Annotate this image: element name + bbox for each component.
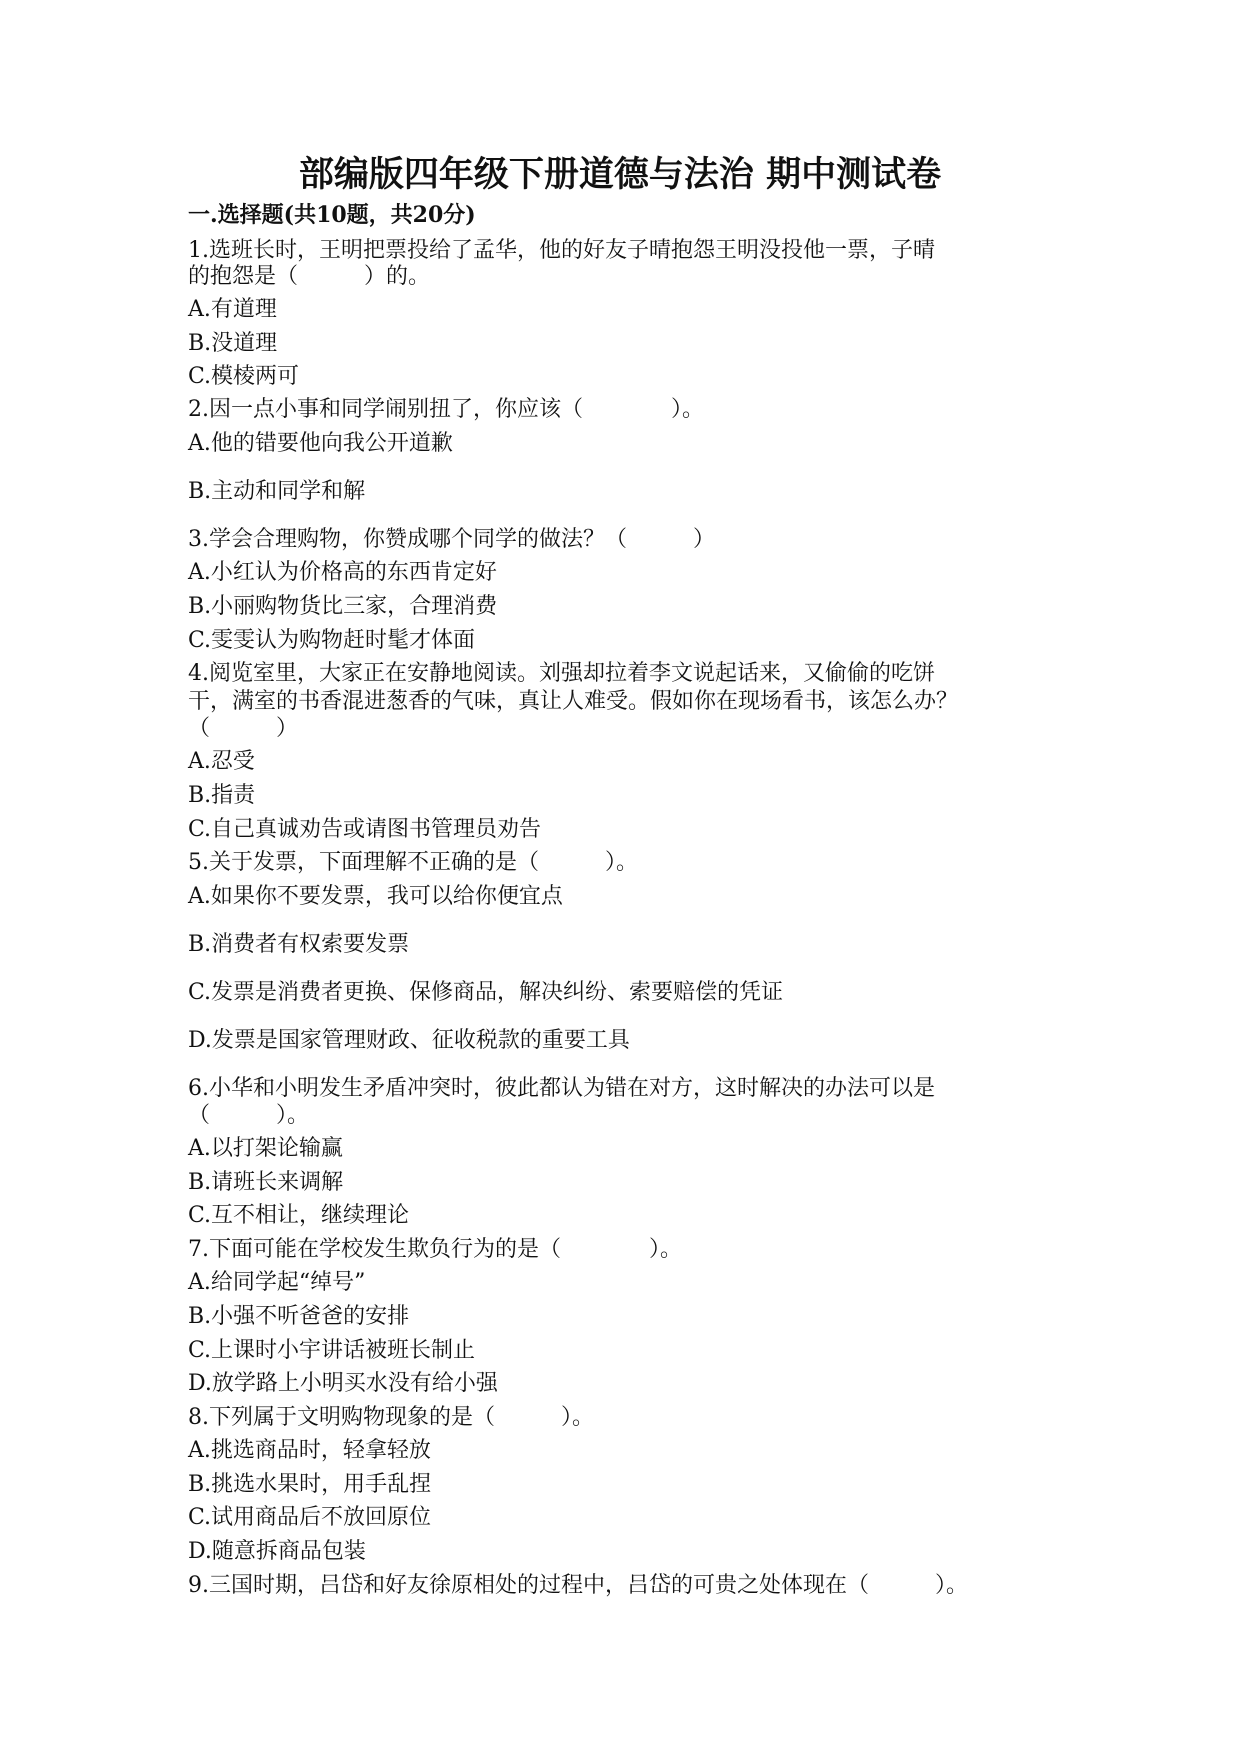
question-6-option-a: A.以打架论输赢 [188,1136,343,1161]
question-2-option-b: B.主动和同学和解 [188,479,366,504]
section-heading: 一.选择题(共10题，共20分) [188,202,476,228]
question-4-stem-line-2: 干，满室的书香混进葱香的气味，真让人难受。假如你在现场看书，该怎么办？ [188,689,959,714]
question-7-option-c: C.上课时小宇讲话被班长制止 [188,1338,476,1363]
question-5-option-c: C.发票是消费者更换、保修商品，解决纠纷、索要赔偿的凭证 [188,980,784,1005]
question-5-option-a: A.如果你不要发票，我可以给你便宜点 [188,884,563,909]
question-6-stem-line-2: （ ）。 [188,1103,310,1128]
question-6-option-b: B.请班长来调解 [188,1170,344,1195]
question-6-stem-line-1: 6.小华和小明发生矛盾冲突时，彼此都认为错在对方，这时解决的办法可以是 [188,1076,935,1101]
question-1-option-b: B.没道理 [188,331,278,356]
question-1-option-a: A.有道理 [188,297,277,322]
question-1-stem-line-2: 的抱怨是（ ）的。 [188,264,431,289]
question-8-option-c: C.试用商品后不放回原位 [188,1505,432,1530]
question-4-stem-line-3: （ ） [188,716,299,741]
question-1-stem-line-1: 1.选班长时，王明把票投给了孟华，他的好友子晴抱怨王明没投他一票，子晴 [188,238,935,263]
question-8-option-a: A.挑选商品时，轻拿轻放 [188,1438,431,1463]
question-4-option-a: A.忍受 [188,749,255,774]
question-1-option-c: C.模棱两可 [188,364,300,389]
question-7-option-b: B.小强不听爸爸的安排 [188,1304,410,1329]
question-2-option-a: A.他的错要他向我公开道歉 [188,431,453,456]
question-9-stem-line-1: 9.三国时期，吕岱和好友徐原相处的过程中，吕岱的可贵之处体现在（ ）。 [188,1573,968,1598]
question-8-option-d: D.随意拆商品包装 [188,1539,366,1564]
page-title: 部编版四年级下册道德与法治 期中测试卷 [298,154,942,195]
question-5-stem-line-1: 5.关于发票，下面理解不正确的是（ ）。 [188,850,638,875]
question-2-stem-line-1: 2.因一点小事和同学闹别扭了，你应该（ ）。 [188,397,704,422]
question-7-stem-line-1: 7.下面可能在学校发生欺负行为的是（ ）。 [188,1237,682,1262]
question-4-option-b: B.指责 [188,783,256,808]
question-5-option-b: B.消费者有权索要发票 [188,932,410,957]
question-7-option-a: A.给同学起“绰号” [188,1270,366,1295]
question-7-option-d: D.放学路上小明买水没有给小强 [188,1371,498,1396]
question-5-option-d: D.发票是国家管理财政、征收税款的重要工具 [188,1028,630,1053]
question-8-stem-line-1: 8.下列属于文明购物现象的是（ ）。 [188,1405,594,1430]
question-3-stem-line-1: 3.学会合理购物，你赞成哪个同学的做法？（ ） [188,527,715,552]
question-4-stem-line-1: 4.阅览室里，大家正在安静地阅读。刘强却拉着李文说起话来，又偷偷的吃饼 [188,661,935,686]
question-3-option-b: B.小丽购物货比三家，合理消费 [188,594,498,619]
question-4-option-c: C.自己真诚劝告或请图书管理员劝告 [188,817,542,842]
question-3-option-a: A.小红认为价格高的东西肯定好 [188,560,497,585]
question-6-option-c: C.互不相让，继续理论 [188,1203,410,1228]
question-3-option-c: C.雯雯认为购物赶时髦才体面 [188,628,476,653]
question-8-option-b: B.挑选水果时，用手乱捏 [188,1472,432,1497]
